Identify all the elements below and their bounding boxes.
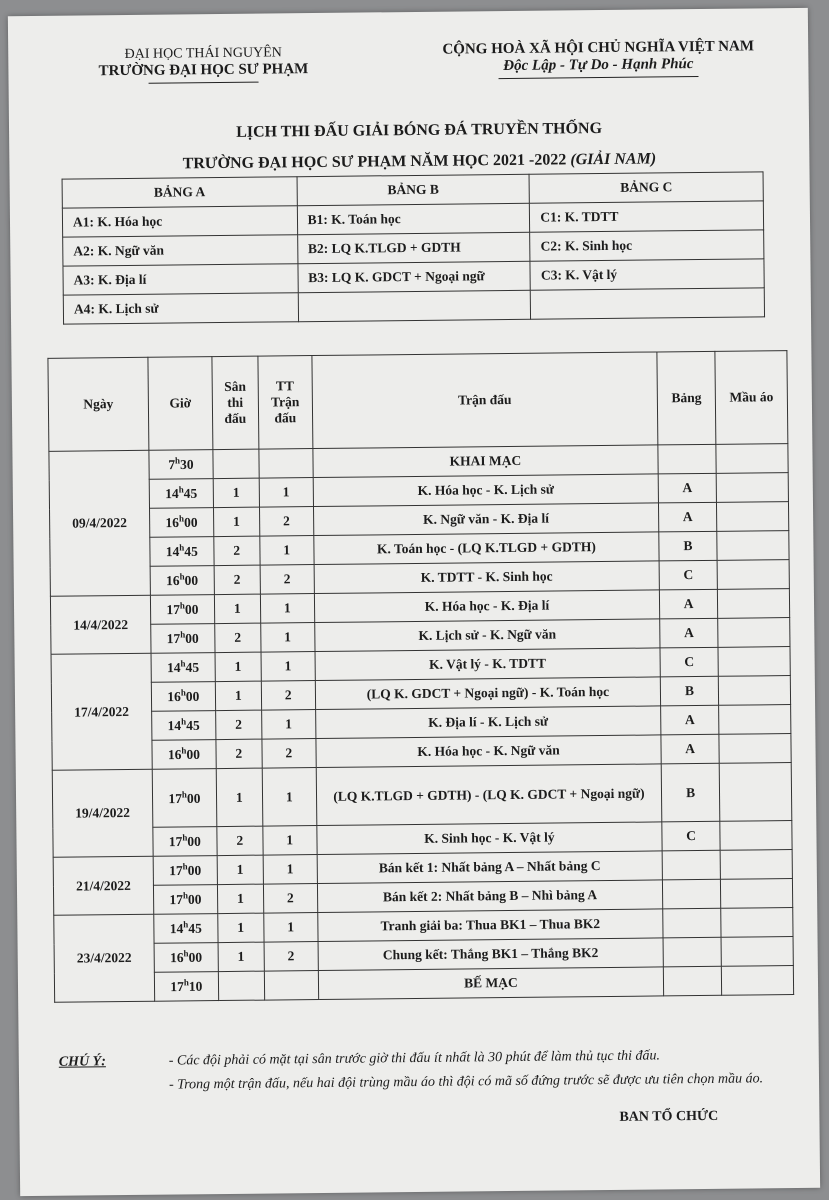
title-line-2-italic: (GIẢI NAM) — [570, 150, 657, 169]
group-header: BẢNG C — [529, 172, 763, 203]
date-cell: 14/4/2022 — [50, 595, 151, 654]
group-cell: C3: K. Vật lý — [530, 259, 764, 290]
group-cell: A — [660, 618, 718, 648]
shirt-color-cell — [721, 937, 793, 967]
time-cell — [153, 885, 217, 915]
match-no-cell: 1 — [264, 913, 318, 943]
match-cell: K. Địa lí - K. Lịch sử — [315, 706, 661, 739]
match-no-cell: 1 — [260, 594, 314, 624]
field-cell: 2 — [215, 710, 261, 739]
notes-section — [58, 1043, 809, 1093]
group-cell: A — [661, 734, 719, 764]
shirt-color-cell — [717, 560, 789, 590]
match-cell: (LQ K. GDCT + Ngoại ngữ) - K. Toán học — [315, 677, 661, 710]
schedule-table — [47, 350, 794, 1003]
col-field-header: Sân thi đấu — [212, 356, 259, 449]
university-name: ĐẠI HỌC THÁI NGUYÊN — [124, 45, 282, 62]
time-hour: 14 — [167, 718, 182, 734]
match-no-cell: 2 — [261, 681, 315, 711]
time-hour: 16 — [169, 950, 184, 966]
document-sheet — [8, 8, 820, 1196]
groups-table — [62, 171, 765, 324]
time-minute: 00 — [187, 833, 201, 850]
shirt-color-cell — [718, 676, 790, 706]
time-cell — [150, 595, 214, 625]
time-cell — [149, 450, 213, 480]
time-h-marker: h — [181, 716, 187, 727]
match-cell: K. Lịch sử - K. Ngữ văn — [314, 619, 660, 652]
shirt-color-cell — [721, 966, 793, 996]
group-cell: A — [658, 473, 716, 503]
match-cell: K. TDTT - K. Sinh học — [314, 561, 660, 594]
note-line: - Các đội phải có mặt tại sân trước giờ thi đấu ít nhất là 30 phút để làm thủ tục thi đấu. — [168, 1048, 661, 1069]
date-cell: 09/4/2022 — [49, 450, 150, 596]
group-cell: C — [662, 821, 720, 851]
time-hour: 17 — [168, 790, 182, 806]
group-cell: A2: K. Ngữ văn — [63, 235, 298, 266]
group-cell — [663, 879, 721, 909]
time-cell — [153, 856, 217, 886]
shirt-color-cell — [719, 705, 791, 735]
field-cell: 1 — [213, 478, 259, 507]
field-cell: 1 — [215, 681, 261, 710]
group-cell: C1: K. TDTT — [530, 201, 764, 232]
school-name: TRƯỜNG ĐẠI HỌC SƯ PHẠM — [98, 61, 309, 80]
national-motto: Độc Lập - Tự Do - Hạnh Phúc — [503, 56, 694, 75]
time-cell — [149, 479, 213, 509]
time-minute: 45 — [188, 920, 202, 937]
field-cell: 2 — [214, 565, 260, 594]
time-hour: 17 — [169, 863, 183, 879]
time-h-marker: h — [183, 977, 189, 988]
time-hour: 14 — [165, 486, 179, 502]
shirt-color-cell — [719, 734, 791, 764]
group-cell: A — [659, 589, 717, 619]
field-cell: 1 — [215, 652, 261, 681]
group-cell: A — [661, 705, 719, 735]
time-cell — [150, 566, 214, 596]
group-cell: A3: K. Địa lí — [63, 264, 298, 295]
schedule-row — [52, 763, 792, 829]
group-header: BẢNG B — [297, 174, 530, 205]
match-no-cell: 1 — [259, 478, 313, 508]
col-match-header: Trận đấu — [312, 352, 658, 449]
group-cell — [663, 937, 721, 967]
time-minute: 00 — [187, 891, 202, 908]
time-h-marker: h — [178, 484, 184, 495]
group-cell: B2: LQ K.TLGD + GDTH — [297, 232, 530, 263]
match-no-cell — [259, 449, 313, 479]
time-hour: 17 — [166, 631, 181, 647]
notes-label: CHÚ Ý: — [58, 1054, 106, 1070]
groups-row — [63, 288, 764, 324]
time-cell — [151, 653, 215, 683]
match-no-cell: 2 — [263, 884, 317, 914]
time-cell — [154, 943, 218, 973]
time-h-marker: h — [179, 542, 185, 553]
header-underline — [149, 82, 259, 84]
match-cell: K. Vật lý - K. TDTT — [315, 648, 661, 681]
field-cell: 2 — [215, 623, 261, 652]
time-cell — [154, 972, 218, 1002]
group-cell: A4: K. Lịch sử — [63, 293, 298, 324]
match-no-cell: 1 — [263, 826, 317, 856]
field-cell: 2 — [217, 826, 263, 855]
match-cell: K. Hóa học - K. Lịch sử — [313, 474, 659, 507]
match-cell: K. Hóa học - K. Ngữ văn — [316, 735, 662, 768]
time-h-marker: h — [181, 745, 187, 756]
col-date-header: Ngày — [48, 357, 149, 451]
match-no-cell: 1 — [261, 652, 315, 682]
match-cell: BẾ MẠC — [318, 967, 664, 1000]
time-hour: 16 — [165, 515, 180, 531]
time-cell — [152, 769, 217, 828]
date-cell: 19/4/2022 — [52, 769, 153, 857]
time-cell — [151, 682, 215, 712]
match-cell: KHAI MẠC — [313, 445, 659, 478]
time-h-marker: h — [174, 455, 181, 466]
time-h-marker: h — [181, 789, 187, 800]
match-no-cell: 2 — [260, 565, 314, 595]
field-cell — [213, 449, 259, 478]
shirt-color-cell — [720, 821, 792, 851]
field-cell: 1 — [217, 855, 263, 884]
shirt-color-cell — [720, 850, 792, 880]
field-cell: 2 — [216, 739, 262, 768]
time-h-marker: h — [182, 861, 188, 872]
match-no-cell: 2 — [264, 942, 318, 972]
time-minute: 00 — [184, 573, 199, 589]
group-cell: B1: K. Toán học — [297, 203, 530, 234]
time-minute: 45 — [183, 486, 198, 502]
group-cell: A1: K. Hóa học — [62, 206, 297, 237]
time-h-marker: h — [183, 919, 189, 930]
group-cell — [663, 966, 721, 996]
shirt-color-cell — [717, 531, 789, 561]
time-minute: 00 — [188, 949, 203, 966]
document-title — [49, 111, 790, 181]
group-cell: A — [659, 502, 717, 532]
group-cell — [658, 444, 716, 474]
shirt-color-cell — [718, 647, 790, 677]
match-no-cell: 2 — [262, 739, 316, 769]
time-h-marker: h — [180, 687, 186, 698]
match-no-cell: 1 — [262, 768, 317, 827]
time-minute: 00 — [183, 515, 198, 531]
time-minute: 00 — [187, 862, 202, 879]
col-group-header: Bảng — [657, 351, 716, 445]
group-cell: C2: K. Sinh học — [530, 230, 764, 261]
time-minute: 00 — [186, 790, 201, 806]
time-hour: 14 — [165, 544, 180, 560]
group-cell: B — [659, 531, 717, 561]
time-hour: 14 — [166, 660, 181, 676]
group-cell: C — [660, 647, 718, 677]
time-h-marker: h — [178, 513, 185, 524]
time-h-marker: h — [183, 948, 189, 959]
organizer-signature: BAN TỔ CHỨC — [619, 1108, 719, 1125]
field-cell: 1 — [218, 913, 264, 942]
match-cell: Chung kết: Thắng BK1 – Thắng BK2 — [318, 938, 664, 971]
time-h-marker: h — [182, 832, 188, 843]
match-no-cell: 1 — [261, 623, 315, 653]
group-cell — [663, 908, 721, 938]
date-cell: 23/4/2022 — [54, 914, 155, 1002]
group-cell: B — [660, 676, 718, 706]
group-cell: C — [659, 560, 717, 590]
time-h-marker: h — [180, 658, 186, 669]
schedule-header-row — [48, 351, 788, 452]
col-match-no-header: TT Trận đấu — [258, 356, 313, 450]
match-cell: K. Hóa học - K. Địa lí — [314, 590, 660, 623]
match-no-cell: 1 — [263, 855, 317, 885]
time-minute: 00 — [184, 602, 199, 618]
time-hour: 17 — [168, 834, 183, 850]
shirt-color-cell — [716, 444, 788, 474]
group-cell — [531, 288, 765, 319]
time-cell — [154, 914, 218, 944]
time-hour: 16 — [166, 573, 180, 589]
match-no-cell — [264, 971, 318, 1001]
national-title: CỘNG HOÀ XÃ HỘI CHỦ NGHĨA VIỆT NAM — [442, 38, 755, 58]
time-hour: 7 — [168, 457, 176, 473]
national-header — [418, 38, 778, 80]
time-cell — [152, 711, 216, 741]
match-cell: Bán kết 2: Nhất bảng B – Nhì bảng A — [317, 880, 663, 913]
date-cell: 17/4/2022 — [51, 653, 152, 770]
match-no-cell: 2 — [259, 507, 313, 537]
group-cell — [298, 290, 531, 321]
note-line: - Trong một trận đấu, nếu hai đội trùng mầu áo thì đội có mã số đứng trước sẽ được ưu tiên chọn mầu áo. — [168, 1071, 764, 1093]
match-cell: Bán kết 1: Nhất bảng A – Nhất bảng C — [317, 851, 663, 884]
match-no-cell: 1 — [260, 536, 314, 566]
field-cell: 1 — [217, 884, 263, 913]
time-minute: 00 — [185, 631, 199, 647]
title-line-2-main: TRƯỜNG ĐẠI HỌC SƯ PHẠM NĂM HỌC 2021 -2022 — [182, 151, 567, 173]
time-minute: 45 — [184, 544, 198, 560]
field-cell: 1 — [216, 768, 263, 826]
match-cell: Tranh giải ba: Thua BK1 – Thua BK2 — [317, 909, 663, 942]
time-h-marker: h — [182, 890, 188, 901]
field-cell: 1 — [214, 594, 260, 623]
time-minute: 45 — [185, 660, 200, 676]
time-hour: 16 — [167, 689, 181, 705]
group-header: BẢNG A — [62, 177, 297, 208]
time-hour: 17 — [166, 602, 181, 618]
date-cell: 21/4/2022 — [53, 856, 154, 915]
shirt-color-cell — [716, 473, 788, 503]
time-cell — [152, 740, 216, 770]
time-hour: 16 — [167, 747, 182, 763]
shirt-color-cell — [718, 618, 790, 648]
time-cell — [150, 537, 214, 567]
field-cell: 1 — [218, 942, 264, 971]
field-cell: 1 — [213, 507, 259, 536]
shirt-color-cell — [721, 908, 793, 938]
time-hour: 14 — [169, 921, 184, 937]
time-minute: 30 — [179, 457, 194, 473]
time-hour: 17 — [169, 892, 184, 908]
match-no-cell: 1 — [261, 710, 315, 740]
time-cell — [149, 508, 213, 538]
shirt-color-cell — [717, 589, 789, 619]
field-cell: 2 — [214, 536, 260, 565]
match-cell: (LQ K.TLGD + GDTH) - (LQ K. GDCT + Ngoại ngữ) — [316, 764, 662, 826]
time-minute: 10 — [188, 978, 203, 995]
shirt-color-cell — [720, 879, 792, 909]
university-header — [88, 45, 318, 84]
group-cell: B3: LQ K. GDCT + Ngoại ngữ — [298, 261, 531, 292]
time-cell — [153, 827, 217, 857]
col-shirt-header: Mầu áo — [715, 351, 788, 445]
time-cell — [151, 624, 215, 654]
time-h-marker: h — [179, 571, 185, 582]
shirt-color-cell — [717, 502, 789, 532]
col-time-header: Giờ — [148, 357, 213, 451]
group-cell — [662, 850, 720, 880]
time-h-marker: h — [180, 629, 186, 640]
time-minute: 00 — [185, 689, 200, 705]
match-cell: K. Sinh học - K. Vật lý — [317, 822, 663, 855]
time-h-marker: h — [179, 600, 185, 611]
time-minute: 00 — [186, 747, 201, 763]
motto-underline — [499, 76, 699, 79]
group-cell: B — [661, 763, 720, 822]
match-cell: K. Ngữ văn - K. Địa lí — [313, 503, 659, 536]
title-line-1: LỊCH THI ĐẤU GIẢI BÓNG ĐÁ TRUYỀN THỐNG — [236, 120, 603, 141]
shirt-color-cell — [719, 763, 792, 822]
time-minute: 45 — [186, 718, 200, 734]
field-cell — [218, 971, 264, 1000]
match-cell: K. Toán học - (LQ K.TLGD + GDTH) — [314, 532, 660, 565]
time-hour: 17 — [170, 979, 184, 995]
